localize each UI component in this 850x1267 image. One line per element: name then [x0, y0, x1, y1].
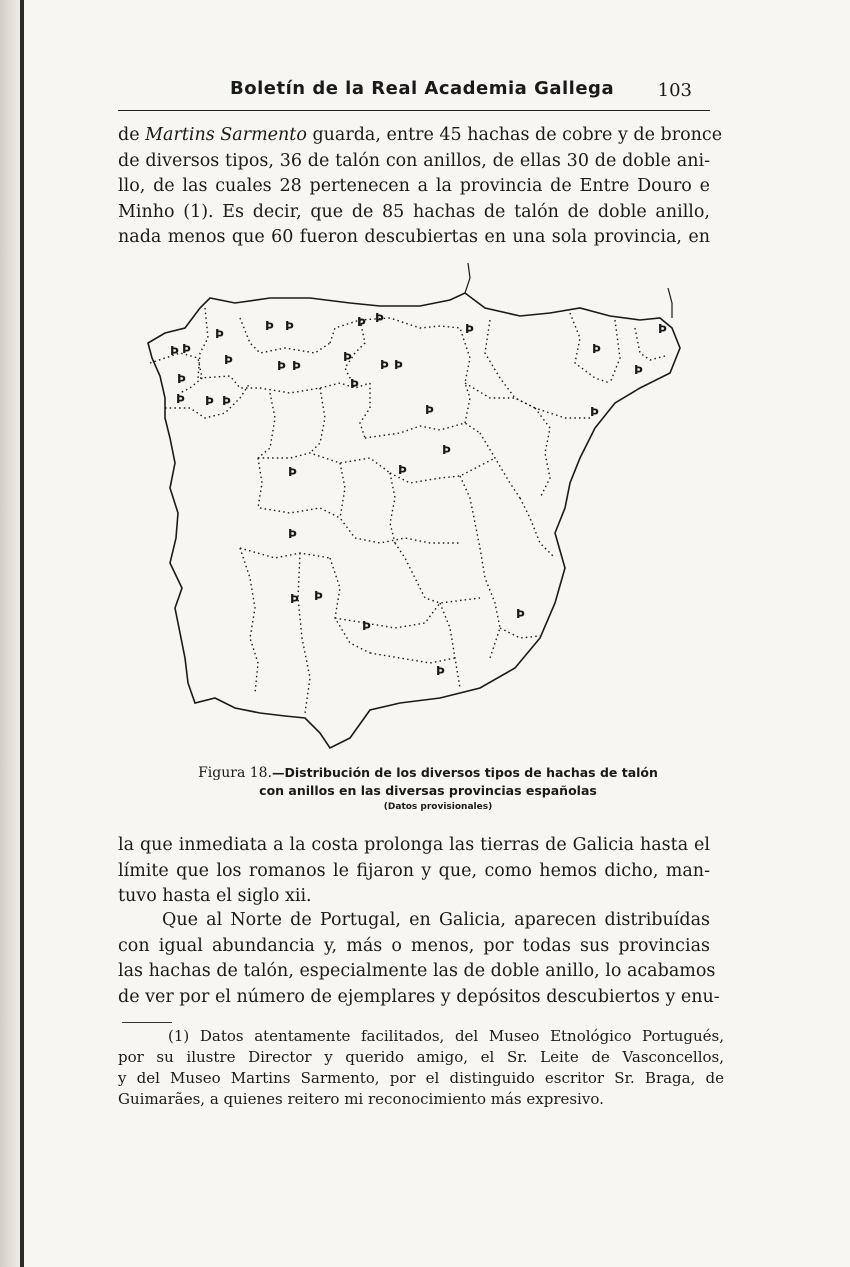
footnote-line: (1) Datos atentamente facilitados, del Museo Etnológico Portugués, — [168, 1027, 724, 1045]
map-marker: Þ — [442, 443, 451, 457]
map-marker: Þ — [465, 322, 474, 336]
map-marker: Þ — [277, 359, 286, 373]
text-line: tuvo hasta el siglo xii. — [118, 886, 312, 906]
footnote-line: Guimarães, a quienes reitero mi reconocimiento más expresivo. — [118, 1090, 604, 1108]
caption-line: con anillos en las diversas provincias españolas — [259, 783, 597, 798]
footnote-line: y del Museo Martins Sarmento, por el distinguido escritor Sr. Braga, de — [118, 1069, 724, 1087]
map-marker: Þ — [380, 358, 389, 372]
map-marker: Þ — [362, 619, 371, 633]
map-marker: Þ — [285, 319, 294, 333]
map-marker: Þ — [290, 592, 299, 606]
map-marker: Þ — [357, 315, 366, 329]
map-marker: Þ — [590, 405, 599, 419]
map-marker: Þ — [215, 327, 224, 341]
map-marker: Þ — [398, 463, 407, 477]
paragraph-3 — [118, 908, 720, 1010]
binding-edge — [20, 0, 24, 1267]
map-marker: Þ — [177, 372, 186, 386]
iberia-map-figure — [140, 258, 700, 758]
caption-note: (Datos provisionales) — [383, 802, 493, 812]
map-marker: Þ — [425, 403, 434, 417]
map-marker: Þ — [343, 350, 352, 364]
province-boundaries — [150, 308, 665, 713]
text-line: con igual abundancia y, más o menos, por todas sus provincias — [118, 935, 710, 956]
map-marker: Þ — [350, 377, 359, 391]
footnote-rule — [122, 1022, 172, 1023]
paragraph-1 — [118, 123, 723, 251]
page-number: 103 — [657, 80, 692, 101]
map-marker: Þ — [265, 319, 274, 333]
map-marker: Þ — [634, 363, 643, 377]
text-line: las hachas de talón, especialmente las de doble anillo, lo acabamos — [118, 961, 716, 981]
text-line: llo, de las cuales 28 pertenecen a la provincia de Entre Douro e — [118, 176, 710, 196]
footnote — [118, 1026, 724, 1110]
text-line: nada menos que 60 fueron descubiertas en una sola provincia, en — [118, 227, 710, 247]
map-marker: Þ — [222, 394, 231, 408]
text-line: Que al Norte de Portugal, en Galicia, aparecen distribuídas — [162, 910, 710, 930]
map-marker: Þ — [516, 607, 525, 621]
map-marker: Þ — [375, 311, 384, 325]
map-marker: Þ — [170, 344, 179, 358]
iberia-map — [140, 258, 700, 758]
map-marker: Þ — [182, 342, 191, 356]
map-marker: Þ — [292, 359, 301, 373]
italic-name: Martins Sarmento — [145, 125, 307, 145]
map-marker: Þ — [224, 353, 233, 367]
map-marker: Þ — [288, 465, 297, 479]
map-marker: Þ — [658, 322, 667, 336]
running-title: Boletín de la Real Academia Gallega — [230, 78, 615, 99]
map-marker: Þ — [436, 664, 445, 678]
paragraph-2 — [118, 833, 710, 910]
footnote-line: por su ilustre Director y querido amigo, el Sr. Leite de Vasconcellos, — [118, 1048, 724, 1066]
axe-markers — [170, 311, 667, 678]
caption-line: Figura 18.—Distribución de los diversos tipos de hachas de talón — [198, 765, 658, 781]
text-line: de ver por el número de ejemplares y depósitos descubiertos y enu- — [118, 986, 720, 1007]
text-line: de Martins Sarmento guarda, entre 45 hachas de cobre y de bronce — [118, 125, 723, 145]
map-marker: Þ — [288, 527, 297, 541]
text-line: la que inmediata a la costa prolonga las tierras de Galicia hasta el — [118, 835, 710, 855]
map-marker: Þ — [314, 589, 323, 603]
map-marker: Þ — [176, 392, 185, 406]
text-line: de diversos tipos, 36 de talón con anillos, de ellas 30 de doble ani- — [118, 150, 710, 171]
page-header — [118, 74, 710, 111]
map-marker: Þ — [592, 342, 601, 356]
text-line: Minho (1). Es decir, que de 85 hachas de talón de doble anillo, — [118, 201, 710, 222]
text-line: límite que los romanos le fijaron y que, como hemos dicho, man- — [118, 860, 710, 881]
figure-caption — [118, 764, 738, 815]
map-marker: Þ — [394, 358, 403, 372]
map-marker: Þ — [205, 394, 214, 408]
